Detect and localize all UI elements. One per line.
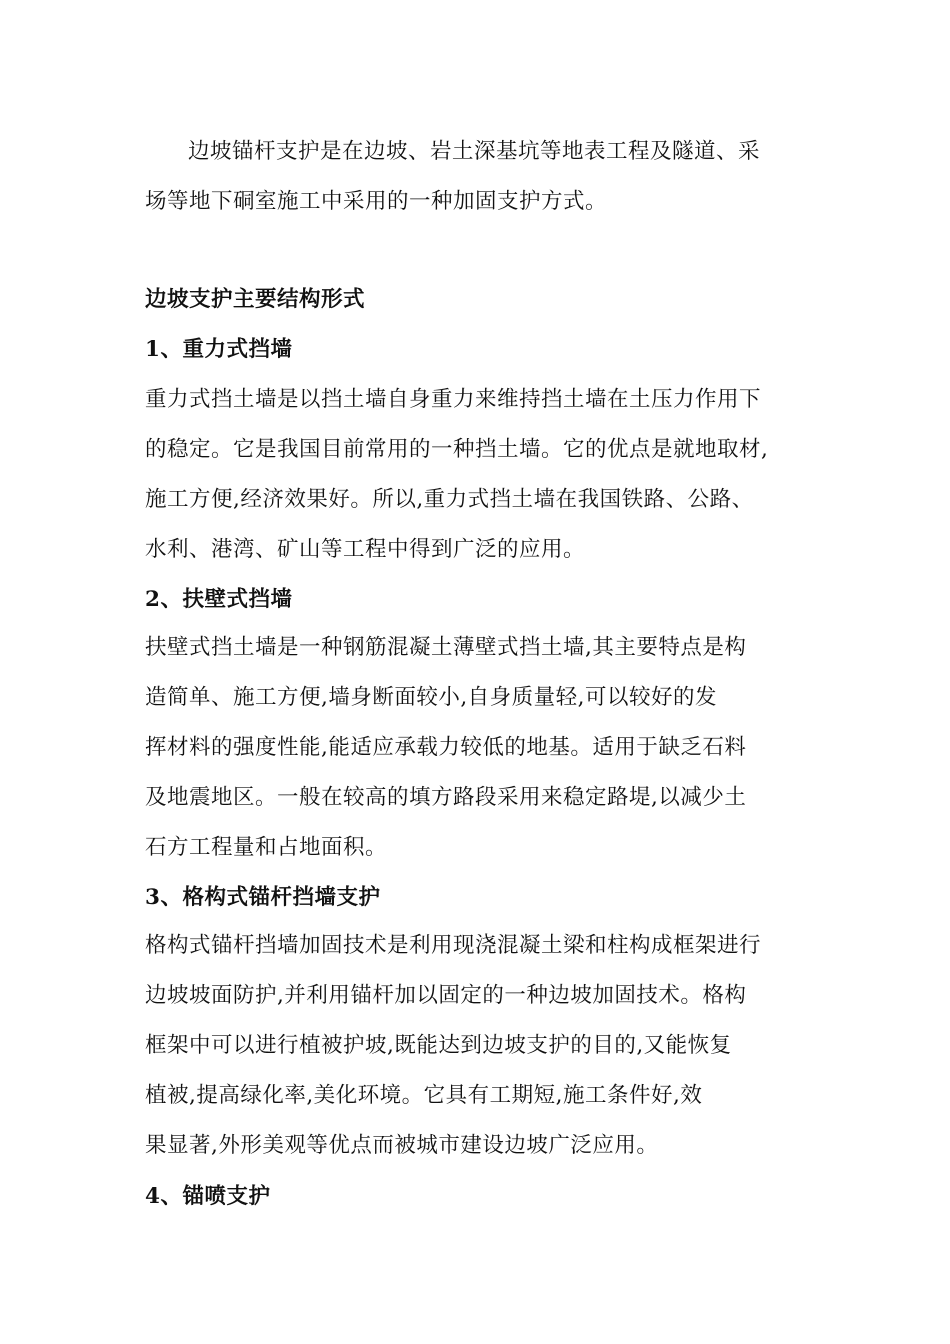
section-title: 边坡支护主要结构形式 xyxy=(145,287,366,312)
intro-paragraph xyxy=(145,127,825,227)
body-line: 的稳定。它是我国目前常用的一种挡土墙。它的优点是就地取材, xyxy=(145,437,769,462)
body-line: 挥材料的强度性能,能适应承载力较低的地基。适用于缺乏石料 xyxy=(145,735,747,760)
body-line: 边坡坡面防护,并利用锚杆加以固定的一种边坡加固技术。格构 xyxy=(145,983,747,1008)
body-line: 框架中可以进行植被护坡,既能达到边坡支护的目的,又能恢复 xyxy=(145,1033,732,1058)
intro-line: 边坡锚杆支护是在边坡、岩土深基坑等地表工程及隧道、采 xyxy=(188,139,761,164)
section-body-2 xyxy=(145,623,825,873)
body-line: 造简单、施工方便,墙身断面较小,自身质量轻,可以较好的发 xyxy=(145,685,718,710)
section-body-1 xyxy=(145,375,825,575)
body-line: 石方工程量和占地面积。 xyxy=(145,835,388,860)
body-line: 重力式挡土墙是以挡土墙自身重力来维持挡土墙在土压力作用下 xyxy=(145,387,762,412)
section-heading-1: 1、重力式挡墙 xyxy=(145,337,293,362)
intro-line: 场等地下硐室施工中采用的一种加固支护方式。 xyxy=(145,189,608,214)
section-heading-2: 2、扶壁式挡墙 xyxy=(145,587,293,612)
section-heading-3: 3、格构式锚杆挡墙支护 xyxy=(145,885,381,910)
body-line: 扶壁式挡土墙是一种钢筋混凝土薄壁式挡土墙,其主要特点是构 xyxy=(145,635,747,660)
body-line: 植被,提高绿化率,美化环境。它具有工期短,施工条件好,效 xyxy=(145,1083,703,1108)
body-line: 施工方便,经济效果好。所以,重力式挡土墙在我国铁路、公路、 xyxy=(145,487,754,512)
section-body-3 xyxy=(145,921,825,1171)
body-line: 果显著,外形美观等优点而被城市建设边坡广泛应用。 xyxy=(145,1133,659,1158)
body-line: 及地震地区。一般在较高的填方路段采用来稳定路堤,以减少土 xyxy=(145,785,747,810)
body-line: 格构式锚杆挡墙加固技术是利用现浇混凝土梁和柱构成框架进行 xyxy=(145,933,762,958)
section-heading-4: 4、锚喷支护 xyxy=(145,1184,271,1209)
body-line: 水利、港湾、矿山等工程中得到广泛的应用。 xyxy=(145,537,586,562)
